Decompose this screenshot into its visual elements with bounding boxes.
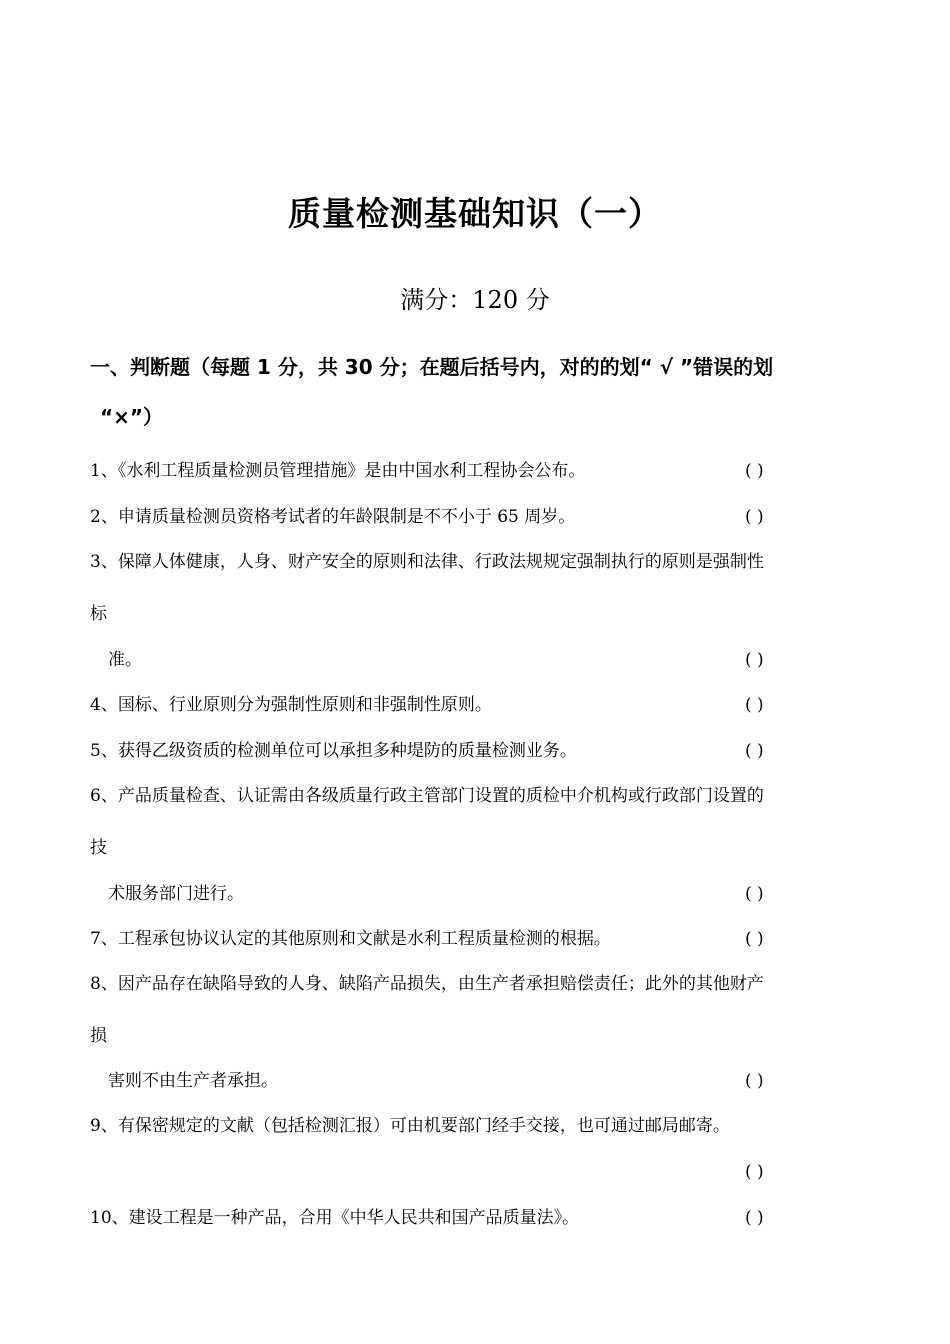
- question-5-answer-paren[interactable]: ( ): [745, 741, 764, 761]
- section-heading-line-2: “×”）: [100, 405, 164, 429]
- section-heading-line-1: 一、判断题（每题 1 分，共 30 分；在题后括号内，对的的划“ √ ”错误的划: [90, 355, 774, 379]
- question-8-answer-paren[interactable]: ( ): [745, 1071, 764, 1091]
- question-9-answer-paren[interactable]: ( ): [745, 1162, 764, 1182]
- question-5-text: 5、获得乙级资质的检测单位可以承担多种堤防的质量检测业务。: [90, 741, 577, 761]
- full-score-label: 满分：120 分: [400, 286, 550, 314]
- question-8-text-wrap: 损: [90, 1026, 107, 1046]
- question-3-text: 3、保障人体健康，人身、财产安全的原则和法律、行政法规规定强制执行的原则是强制性: [90, 552, 764, 572]
- question-6-text-continued: 术服务部门进行。: [108, 884, 244, 904]
- question-4-text: 4、国标、行业原则分为强制性原则和非强制性原则。: [90, 695, 492, 715]
- question-2-answer-paren[interactable]: ( ): [745, 507, 764, 527]
- question-6-answer-paren[interactable]: ( ): [745, 884, 764, 904]
- question-10-answer-paren[interactable]: ( ): [745, 1208, 764, 1228]
- question-3-text-continued: 准。: [108, 650, 142, 670]
- question-8-text-continued: 害则不由生产者承担。: [108, 1071, 278, 1091]
- question-10-text: 10、建设工程是一种产品，合用《中华人民共和国产品质量法》。: [90, 1208, 580, 1228]
- question-8-text: 8、因产品存在缺陷导致的人身、缺陷产品损失，由生产者承担赔偿责任；此外的其他财产: [90, 974, 764, 994]
- question-3-text-wrap: 标: [90, 604, 107, 624]
- question-7-answer-paren[interactable]: ( ): [745, 929, 764, 949]
- question-1-answer-paren[interactable]: ( ): [745, 461, 764, 481]
- question-2-text: 2、申请质量检测员资格考试者的年龄限制是不不小于 65 周岁。: [90, 507, 576, 527]
- question-6-text-wrap: 技: [90, 838, 107, 858]
- question-4-answer-paren[interactable]: ( ): [745, 695, 764, 715]
- document-title: 质量检测基础知识（一）: [288, 194, 662, 233]
- question-9-text: 9、有保密规定的文献（包括检测汇报）可由机要部门经手交接，也可通过邮局邮寄。: [90, 1116, 730, 1136]
- question-6-text: 6、产品质量检查、认证需由各级质量行政主管部门设置的质检中介机构或行政部门设置的: [90, 786, 764, 806]
- question-1-text: 1、《水利工程质量检测员管理措施》是由中国水利工程协会公布。: [90, 461, 586, 481]
- question-7-text: 7、工程承包协议认定的其他原则和文献是水利工程质量检测的根据。: [90, 929, 611, 949]
- question-3-answer-paren[interactable]: ( ): [745, 650, 764, 670]
